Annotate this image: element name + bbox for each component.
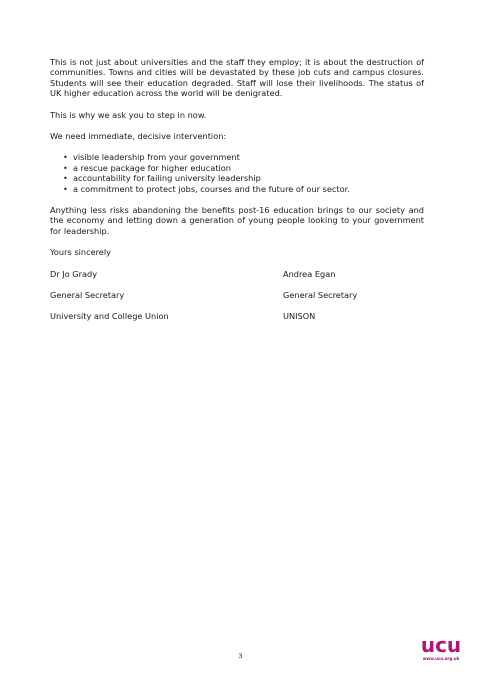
list-item: • a commitment to protect jobs, courses and the future of our sector. xyxy=(63,183,350,194)
signatory-left-org: University and College Union xyxy=(50,311,169,322)
demands-list xyxy=(50,152,424,194)
paragraph-intervention: We need immediate, decisive intervention: xyxy=(50,131,227,142)
paragraph-step-in: This is why we ask you to step in now. xyxy=(50,109,207,120)
bullet-icon: • xyxy=(63,162,68,173)
letter-body xyxy=(50,57,424,322)
bullet-icon: • xyxy=(63,183,68,194)
signatory-names xyxy=(50,269,424,279)
logo-url: www.ucu.org.uk xyxy=(422,656,460,661)
signatory-titles xyxy=(50,290,424,300)
bullet-icon: • xyxy=(63,152,68,163)
closing: Yours sincerely xyxy=(50,247,111,258)
signatory-right-name: Andrea Egan xyxy=(283,268,336,279)
list-item: • accountability for failing university leadership xyxy=(63,173,261,184)
signatory-right-title: General Secretary xyxy=(283,290,358,301)
signatory-left-name: Dr Jo Grady xyxy=(50,268,98,279)
signatory-left-title: General Secretary xyxy=(50,290,125,301)
paragraph-communities: This is not just about universities and the staff they employ; it is about the destruction of communities. Towns and cities will be devastated by these job cuts and campus closures. Students will see their education degraded. Staff will lose their livelihoods. The status of UK higher education across the world will be denigrated. xyxy=(50,57,424,99)
paragraph-leadership: Anything less risks abandoning the benefits post-16 education brings to our society and the economy and letting down a generation of young people looking to your government for leadership. xyxy=(50,205,424,236)
bullet-icon: • xyxy=(63,173,68,184)
signatory-right-org: UNISON xyxy=(283,311,316,322)
signatory-orgs xyxy=(50,311,424,321)
logo-text: ucu xyxy=(420,634,462,656)
page-number: 3 xyxy=(238,652,243,660)
list-item: • a rescue package for higher education xyxy=(63,162,231,173)
ucu-logo-icon xyxy=(420,634,462,656)
list-item: • visible leadership from your government xyxy=(63,152,240,163)
